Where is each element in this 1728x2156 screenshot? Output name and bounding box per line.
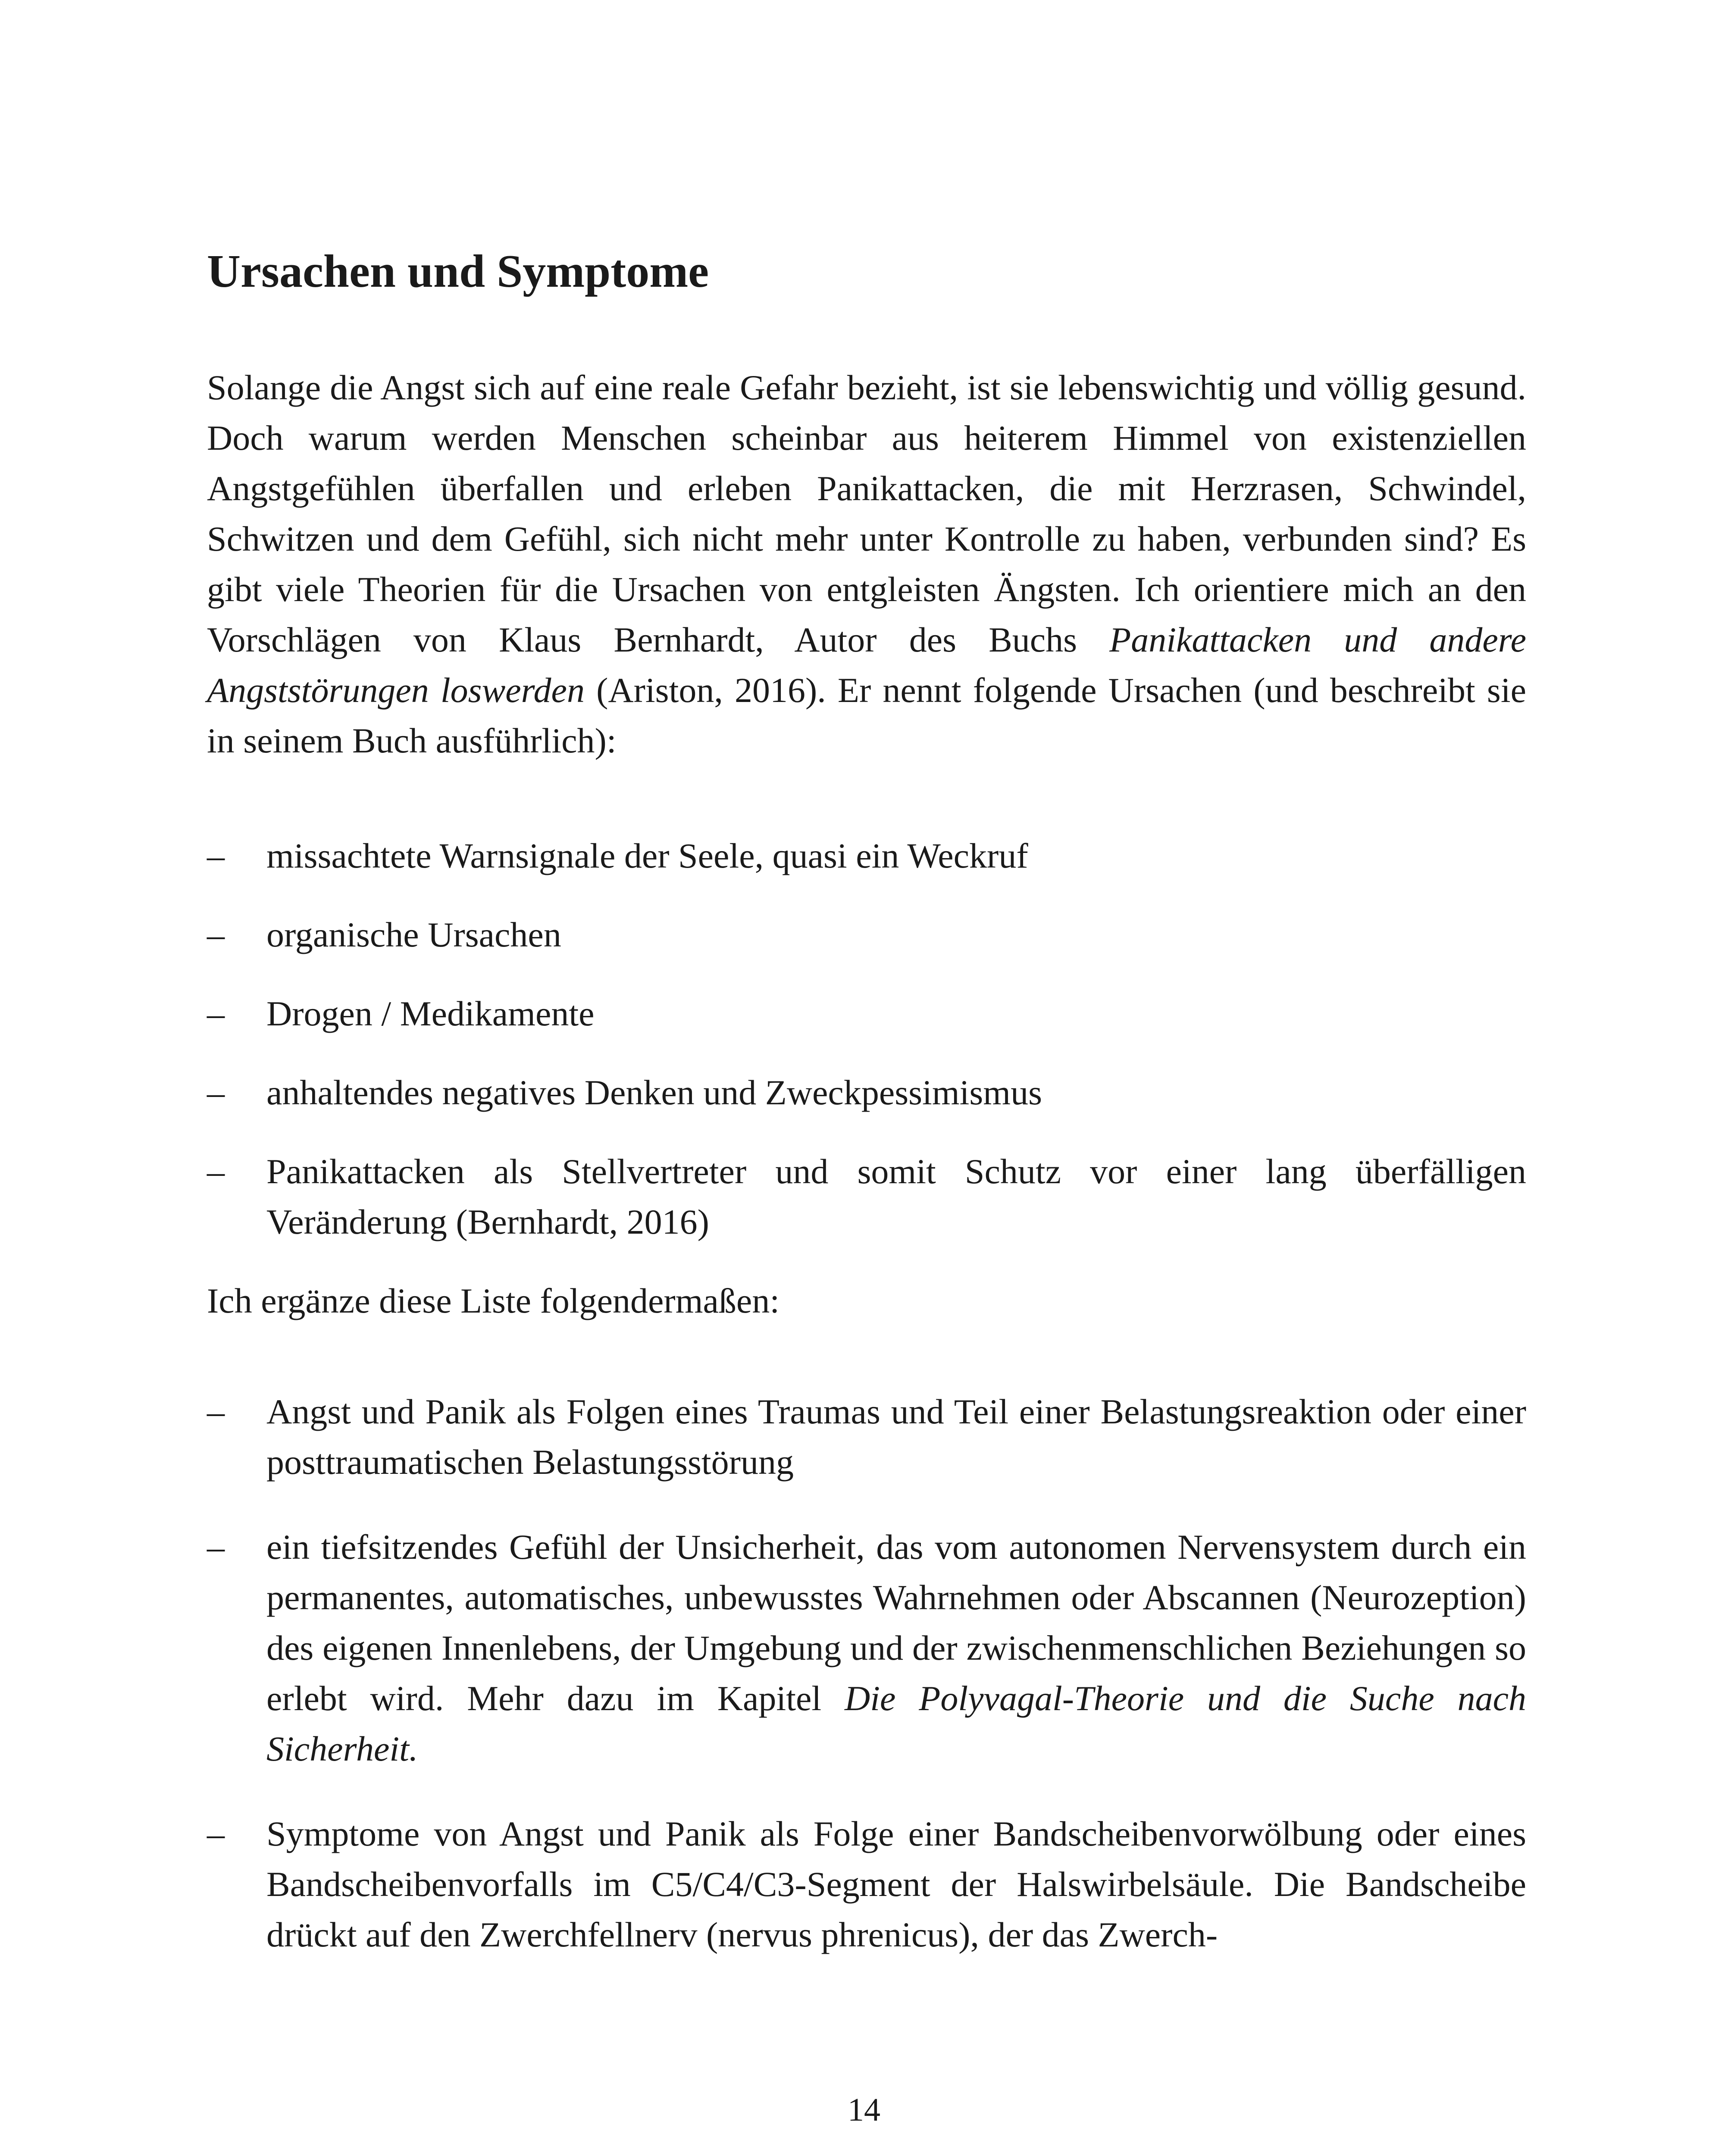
transition-paragraph: Ich ergänze diese Liste folgendermaßen: (207, 1281, 780, 1320)
chapter-title: Die Polyvagal-Theorie und die Suche nach Sicherheit. (266, 1679, 1526, 1768)
dash-bullet: – (207, 1814, 225, 1853)
list-item-text: Panikattacken als Stellvertreter und somit Schutz vor einer lang überfälligen Veränderung (Bernhardt, 2016) (266, 1152, 1526, 1241)
intro-text-part2: (Ariston, 2016). Er nennt folgende Ursachen (und beschreibt sie in seinem Buch ausführlich): (207, 671, 1527, 760)
dash-bullet: – (207, 836, 225, 875)
dash-bullet: – (207, 915, 225, 954)
page-content (207, 241, 1526, 1994)
dash-bullet: – (207, 1527, 225, 1567)
list-item-text: missachtete Warnsignale der Seele, quasi ein Weckruf (266, 836, 1028, 875)
list-item-text: ein tiefsitzendes Gefühl der Unsicherheit, das vom autonomen Nervensystem durch ein permanentes, automatisches, unbewusstes Wahrnehmen oder Abscannen (Neurozeption) des eigenen Innenlebens, der Umgebung und der zwischenmenschlichen Beziehungen so erlebt wird. Mehr dazu im Kapitel (266, 1527, 1526, 1718)
intro-paragraph (207, 362, 1526, 766)
list-item (207, 1808, 1526, 1960)
dash-bullet: – (207, 994, 225, 1033)
list-item-text: Symptome von Angst und Panik als Folge einer Bandscheibenvorwölbung oder eines Bandscheibenvorfalls im C5/C4/C3-Segment der Halswirbelsäule. Die Bandscheibe drückt auf den Zwerchfellnerv (nervus phrenicus), der das Zwerch- (266, 1814, 1526, 1954)
list-item-text: Drogen / Medikamente (266, 994, 595, 1033)
book-title: Panikattacken und andere Angststörungen loswerden (207, 620, 1526, 710)
section-heading: Ursachen und Symptome (207, 246, 709, 297)
list-item (207, 1386, 1526, 1487)
list-item-text: Angst und Panik als Folgen eines Traumas und Teil einer Belastungsreaktion oder einer posttraumatischen Belastungsstörung (266, 1392, 1526, 1482)
intro-text-part1: Solange die Angst sich auf eine reale Gefahr bezieht, ist sie lebenswichtig und völlig gesund. Doch warum werden Menschen scheinbar aus heiterem Himmel von existenziellen Angstgefühlen überfallen und erleben Panikattacken, die mit Herzrasen, Schwindel, Schwitzen und dem Gefühl, sich nicht mehr unter Kontrolle zu haben, verbunden sind? Es gibt viele Theorien für die Ursachen von entgleisten Ängsten. Ich orientiere mich an den Vorschlägen von Klaus Bernhardt, Autor des Buchs (207, 368, 1526, 659)
list-item (207, 988, 1526, 1039)
additional-causes-list (207, 1386, 1526, 1960)
list-item (207, 1522, 1526, 1774)
list-item (207, 830, 1526, 881)
list-item (207, 909, 1526, 960)
list-item (207, 1146, 1526, 1247)
causes-list (207, 830, 1526, 1247)
dash-bullet: – (207, 1392, 225, 1431)
list-item-text: organische Ursachen (266, 915, 561, 954)
list-item-text: anhaltendes negatives Denken und Zweckpessimismus (266, 1073, 1042, 1112)
page-number: 14 (848, 2092, 880, 2128)
dash-bullet: – (207, 1152, 225, 1191)
list-item (207, 1067, 1526, 1118)
dash-bullet: – (207, 1073, 225, 1112)
